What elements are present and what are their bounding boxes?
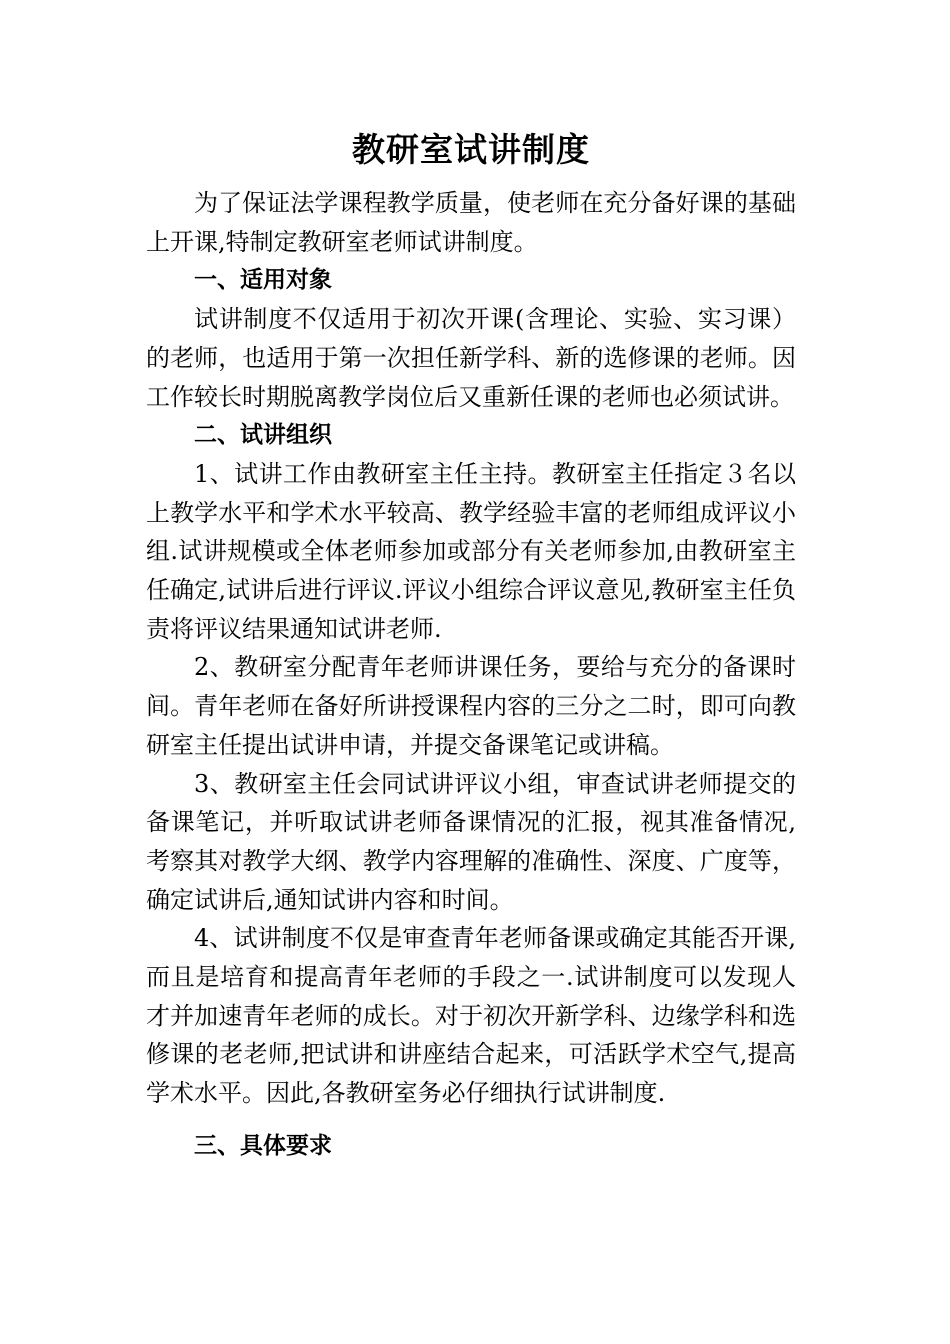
intro-paragraph: 为了保证法学课程教学质量，使老师在充分备好课的基础上开课,特制定教研室老师试讲制度。	[146, 189, 796, 256]
section-heading-organization: 二、试讲组织	[194, 422, 332, 449]
organization-item-3: 3、教研室主任会同试讲评议小组，审查试讲老师提交的备课笔记，并听取试讲老师备课情况的汇报，视其准备情况,考察其对教学大纲、教学内容理解的准确性、深度、广度等，确定试讲后,通知试讲内容和时间。	[146, 769, 796, 914]
document-body	[146, 124, 796, 1166]
document-title: 教研室试讲制度	[352, 130, 590, 169]
organization-item-1: 1、试讲工作由教研室主任主持。教研室主任指定３名以上教学水平和学术水平较高、教学经验丰富的老师组成评议小组.试讲规模或全体老师参加或部分有关老师参加,由教研室主任确定,试讲后进行评议.评议小组综合评议意见,教研室主任负责将评议结果通知试讲老师.	[146, 459, 796, 643]
organization-item-2: 2、教研室分配青年老师讲课任务，要给与充分的备课时间。青年老师在备好所讲授课程内容的三分之二时，即可向教研室主任提出试讲申请，并提交备课笔记或讲稿。	[146, 653, 796, 759]
scope-paragraph: 试讲制度不仅适用于初次开课(含理论、实验、实习课）的老师，也适用于第一次担任新学科、新的选修课的老师。因工作较长时期脱离教学岗位后又重新任课的老师也必须试讲。	[146, 305, 796, 411]
section-heading-requirements: 三、具体要求	[194, 1132, 332, 1159]
section-heading-scope: 一、适用对象	[194, 267, 332, 294]
organization-item-4: 4、试讲制度不仅是审查青年老师备课或确定其能否开课,而且是培育和提高青年老师的手段之一.试讲制度可以发现人才并加速青年老师的成长。对于初次开新学科、边缘学科和选修课的老老师,把试讲和讲座结合起来，可活跃学术空气,提高学术水平。因此,各教研室务必仔细执行试讲制度.	[146, 924, 796, 1108]
